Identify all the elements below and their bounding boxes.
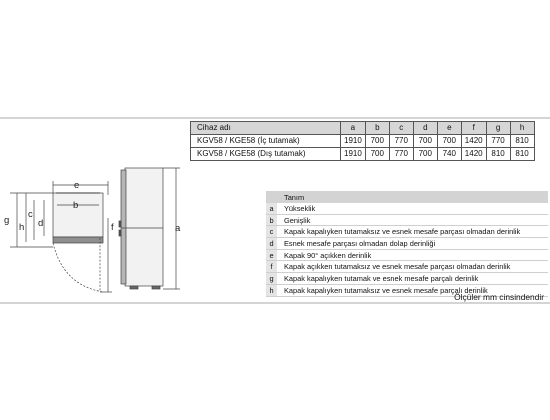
top-view	[10, 181, 112, 292]
legend-item	[266, 250, 548, 262]
col-header: g	[486, 122, 510, 135]
table-cell: 810	[510, 148, 534, 161]
col-header: h	[510, 122, 534, 135]
table-cell: 770	[486, 135, 510, 148]
device-name: KGV58 / KGE58 (Dış tutamak)	[191, 148, 341, 161]
legend-key: g	[266, 273, 277, 284]
table-cell: 770	[389, 135, 413, 148]
table-cell: 700	[437, 135, 461, 148]
dimension-legend	[266, 191, 548, 297]
legend-desc: Kapak kapalıyken tutamaksız ve esnek mesafe parçası olmadan derinlik	[284, 227, 521, 237]
table-cell: 1420	[461, 135, 486, 148]
table-cell: 770	[389, 148, 413, 161]
table-cell: 740	[437, 148, 461, 161]
label-e: e	[74, 180, 80, 191]
door-swing-arc	[53, 243, 103, 292]
legend-item	[266, 226, 548, 238]
table-cell: 700	[413, 135, 437, 148]
col-header: f	[461, 122, 486, 135]
table-cell: 1910	[341, 135, 366, 148]
label-h: h	[19, 222, 25, 233]
label-c: c	[28, 209, 33, 220]
handle-lower	[119, 230, 121, 236]
dimensions-table	[190, 121, 535, 161]
legend-item	[266, 261, 548, 273]
table-row	[191, 135, 535, 148]
side-view-body	[125, 168, 163, 286]
legend-item	[266, 215, 548, 227]
side-view-foot	[130, 286, 138, 289]
table-cell: 1910	[341, 148, 366, 161]
legend-desc: Esnek mesafe parçası olmadan dolap derinliği	[284, 238, 436, 248]
legend-item	[266, 203, 548, 215]
table-cell: 810	[486, 148, 510, 161]
device-name-header: Cihaz adı	[191, 122, 341, 135]
side-view-door	[121, 170, 126, 284]
units-note: Ölçüler mm cinsindendir	[454, 292, 544, 302]
table-cell: 810	[510, 135, 534, 148]
label-b: b	[73, 200, 79, 211]
col-header: c	[389, 122, 413, 135]
side-view-foot-rear	[152, 286, 160, 289]
label-a: a	[175, 223, 181, 234]
legend-key: f	[266, 261, 277, 272]
col-header: e	[437, 122, 461, 135]
legend-desc: Genişlik	[284, 215, 311, 225]
label-g: g	[4, 215, 10, 226]
table-cell: 1420	[461, 148, 486, 161]
legend-desc: Kapak 90° açıkken derinlik	[284, 250, 372, 260]
legend-item	[266, 238, 548, 250]
legend-item	[266, 273, 548, 285]
top-view-door	[53, 237, 103, 243]
col-header: b	[365, 122, 389, 135]
legend-desc: Kapak açıkken tutamaksız ve esnek mesafe parçası olmadan derinlik	[284, 262, 511, 272]
col-header: a	[341, 122, 366, 135]
legend-key: a	[266, 203, 277, 214]
side-view	[119, 168, 180, 289]
table-cell: 700	[413, 148, 437, 161]
legend-title: Tanım	[266, 191, 548, 203]
legend-key: b	[266, 215, 277, 226]
legend-key: h	[266, 285, 277, 296]
device-name: KGV58 / KGE58 (İç tutamak)	[191, 135, 341, 148]
table-row	[191, 148, 535, 161]
legend-key: e	[266, 250, 277, 261]
legend-key: c	[266, 226, 277, 237]
handle-upper	[119, 221, 121, 227]
col-header: d	[413, 122, 437, 135]
legend-desc: Yükseklik	[284, 203, 316, 213]
table-header-row	[191, 122, 535, 135]
legend-desc: Kapak kapalıyken tutamak ve esnek mesafe parçalı derinlik	[284, 273, 479, 283]
legend-key: d	[266, 238, 277, 249]
label-f: f	[111, 222, 114, 233]
label-d: d	[38, 218, 44, 229]
table-cell: 700	[365, 148, 389, 161]
legend-desc: Kapak kapalıyken tutamaksız ve esnek mesafe parçalı derinlik	[284, 285, 488, 295]
table-cell: 700	[365, 135, 389, 148]
